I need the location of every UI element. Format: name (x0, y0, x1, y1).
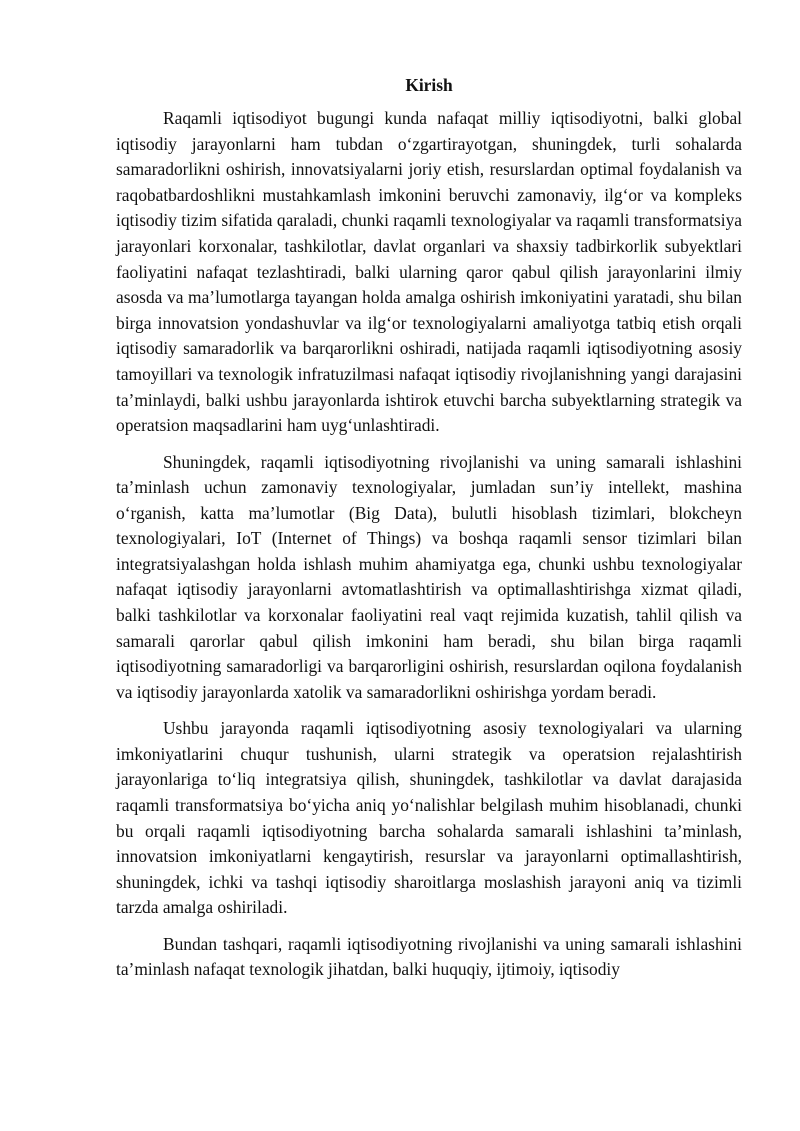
document-page (116, 72, 742, 994)
page-title: Kirish (405, 75, 453, 95)
paragraph: Raqamli iqtisodiyot bugungi kunda nafaqat milliy iqtisodiyotni, balki global iqtisodiy jarayonlarni ham tubdan o‘zgartirayotgan, shuningdek, turli sohalarda samaradorlikni oshirish, innovatsiyalarni joriy etish, resurslardan optimal foydalanish va raqobatbardoshlikni mustahkamlash imkonini beruvchi zamonaviy, ilg‘or va kompleks iqtisodiy tizim sifatida qaraladi, chunki raqamli texnologiyalar va raqamli transformatsiya jarayonlari korxonalar, tashkilotlar, davlat organlari va shaxsiy tadbirkorlik subyektlari faoliyatini nafaqat tezlashtiradi, balki ularning qaror qabul qilish jarayonlarini ilmiy asosda va ma’lumotlarga tayangan holda amalga oshirish imkoniyatini yaratadi, shu bilan birga innovatsion yondashuvlar va ilg‘or texnologiyalarni amaliyotga tatbiq etish orqali iqtisodiy samaradorlik va barqarorlikni oshiradi, natijada raqamli iqtisodiyotning asosiy tamoyillari va texnologik infratuzilmasi nafaqat iqtisodiy rivojlanishning yangi darajasini ta’minlaydi, balki ushbu jarayonlarda ishtirok etuvchi barcha subyektlarning strategik va operatsion maqsadlarini ham uyg‘unlashtiradi. (116, 108, 742, 436)
paragraph: Shuningdek, raqamli iqtisodiyotning rivojlanishi va uning samarali ishlashini ta’minlash uchun zamonaviy texnologiyalar, jumladan sun’iy intellekt, mashina o‘rganish, katta ma’lumotlar (Big Data), bulutli hisoblash tizimlari, blokcheyn texnologiyalari, IoT (Internet of Things) va boshqa raqamli sensor tizimlari bilan integratsiyalashgan holda ishlash muhim ahamiyatga ega, chunki ushbu texnologiyalar nafaqat iqtisodiy jarayonlarni avtomatlashtirish va optimallashtirishga xizmat qiladi, balki tashkilotlar va korxonalar faoliyatini real vaqt rejimida kuzatish, tahlil qilish va samarali qarorlar qabul qilish imkonini ham beradi, shu bilan birga raqamli iqtisodiyotning samaradorligi va barqarorligini oshirish, resurslardan oqilona foydalanish va iqtisodiy jarayonlarda xatolik va samaradorlikni oshirishga yordam beradi. (116, 451, 742, 702)
paragraph: Bundan tashqari, raqamli iqtisodiyotning rivojlanishi va uning samarali ishlashini ta’minlash nafaqat texnologik jihatdan, balki huquqiy, ijtimoiy, iqtisodiy (116, 933, 742, 980)
paragraph: Ushbu jarayonda raqamli iqtisodiyotning asosiy texnologiyalari va ularning imkoniyatlarini chuqur tushunish, ularni strategik va operatsion rejalashtirish jarayonlariga to‘liq integratsiya qilish, shuningdek, tashkilotlar va davlat darajasida raqamli transformatsiya bo‘yicha aniq yo‘nalishlar belgilash muhim hisoblanadi, chunki bu orqali raqamli iqtisodiyotning barcha sohalarda samarali ishlashini ta’minlash, innovatsion imkoniyatlarni kengaytirish, resurslar va jarayonlarni optimallashtirish, shuningdek, ichki va tashqi iqtisodiy sharoitlarga moslashish jarayoni aniq va tizimli tarzda amalga oshiriladi. (116, 718, 742, 918)
